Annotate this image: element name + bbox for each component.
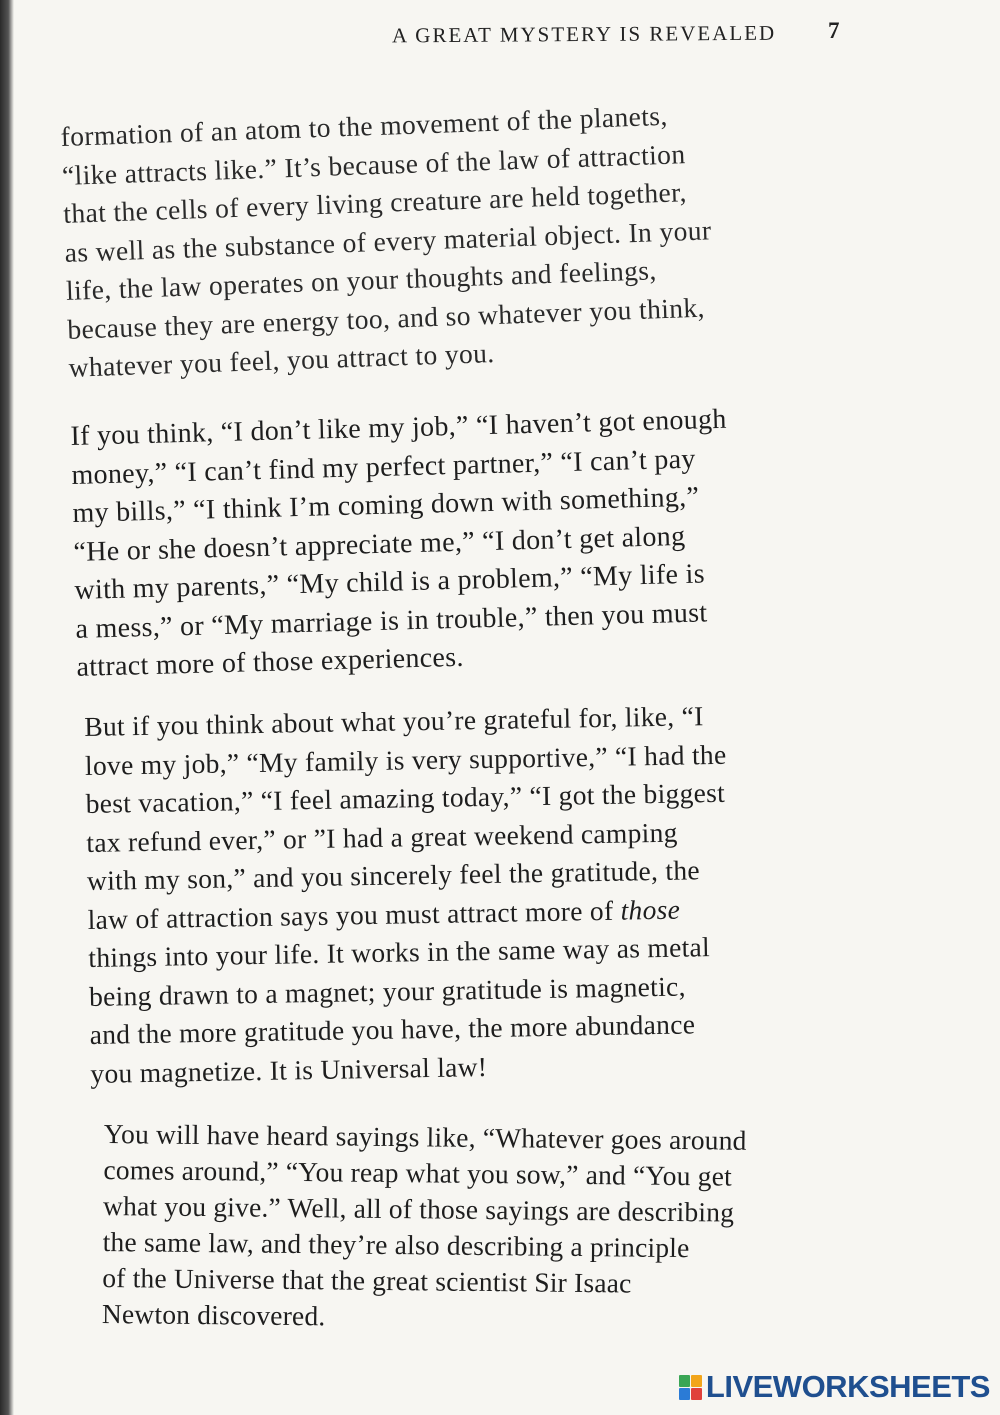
logo-square-icon [679, 1375, 690, 1387]
paragraph-4 [102, 1116, 904, 1340]
paragraph-line: with my son,” and you sincerely feel the gratitude, the [86, 854, 701, 896]
watermark-text: LIVEWORKSHEETS [705, 1369, 990, 1404]
paragraph-line: of the Universe that the great scientist Sir Isaac [102, 1261, 632, 1299]
paragraph-line: “He or she doesn’t appreciate me,” “I don’t get along [73, 520, 686, 568]
paragraph-line: Newton discovered. [101, 1297, 326, 1332]
paragraph-2 [70, 397, 877, 687]
paragraph-line: But if you think about what you’re grateful for, like, “I [84, 700, 704, 742]
paragraph-line: whatever you feel, you attract to you. [68, 336, 496, 383]
paragraph-line: formation of an atom to the movement of the planets, [60, 99, 669, 152]
paragraph-line: as well as the substance of every material object. In your [64, 213, 712, 268]
paragraph-line: you magnetize. It is Universal law! [90, 1050, 488, 1089]
paragraph-line: You will have heard sayings like, “Whatever goes around [103, 1117, 747, 1156]
liveworksheets-logo-icon [679, 1375, 702, 1400]
paragraph-line: that the cells of every living creature are held together, [62, 176, 688, 229]
page-number: 7 [828, 18, 840, 43]
paragraph-line: attract more of those experiences. [76, 641, 465, 683]
paragraph-line: best vacation,” “I feel amazing today,” “I got the biggest [85, 776, 726, 819]
logo-square-icon [679, 1388, 690, 1400]
paragraph-line: a mess,” or “My marriage is in trouble,” then you must [75, 596, 708, 645]
paragraph-line: with my parents,” “My child is a problem,” “My life is [74, 558, 706, 606]
paragraph-line: love my job,” “My family is very supportive,” “I had the [84, 738, 727, 781]
paragraph-1 [60, 90, 869, 387]
running-title: A GREAT MYSTERY IS REVEALED [391, 20, 777, 48]
paragraph-line: tax refund ever,” or ”I had a great weekend camping [86, 816, 678, 858]
emphasized-word: those [620, 893, 681, 926]
logo-square-icon [691, 1375, 702, 1387]
paragraph-line: and the more gratitude you have, the more abundance [89, 1008, 696, 1050]
paragraph-line: If you think, “I don’t like my job,” “I haven’t got enough [70, 403, 728, 452]
paragraph-3 [84, 694, 891, 1093]
paragraph-line: my bills,” “I think I’m coming down with something,” [72, 481, 700, 529]
logo-square-icon [691, 1388, 702, 1400]
paragraph-line: the same law, and they’re also describing a principle [102, 1225, 690, 1264]
paragraph-line: because they are energy too, and so whatever you think, [66, 291, 706, 345]
paragraph-line: “like attracts like.” It’s because of the law of attraction [61, 137, 686, 191]
paragraph-line: things into your life. It works in the same way as metal [88, 931, 711, 973]
paragraph-line: being drawn to a magnet; your gratitude is magnetic, [88, 970, 686, 1012]
paragraph-line: what you give.” Well, all of those sayings are describing [102, 1189, 735, 1228]
liveworksheets-watermark [679, 1369, 990, 1405]
paragraph-line-text: law of attraction says you must attract more of [87, 894, 614, 935]
paragraph-line: life, the law operates on your thoughts and feelings, [65, 254, 658, 306]
paragraph-line: comes around,” “You reap what you sow,” and “You get [103, 1153, 733, 1192]
page-binding-shadow [0, 0, 14, 1415]
paragraph-line: money,” “I can’t find my perfect partner,” “I can’t pay [71, 443, 697, 491]
